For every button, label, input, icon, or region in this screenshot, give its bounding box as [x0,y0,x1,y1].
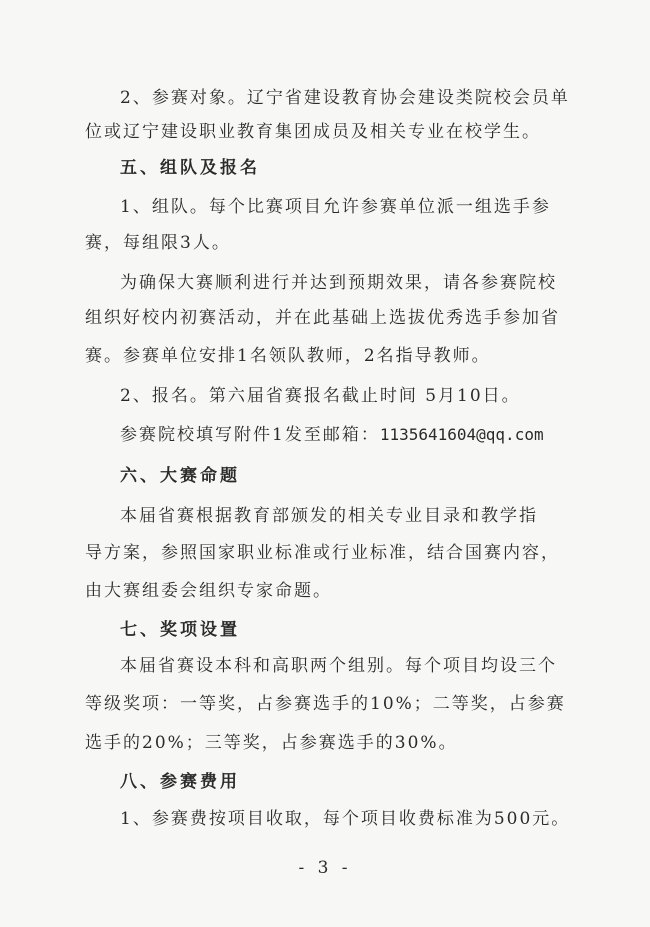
paragraph-line: 赛。参赛单位安排1名领队教师，2名指导教师。 [85,346,491,366]
paragraph-line: 本届省赛设本科和高职两个组别。每个项目均设三个 [120,656,557,676]
section-heading: 八、参赛费用 [120,772,240,792]
paragraph-line: 选手的20%；三等奖，占参赛选手的30%。 [85,733,458,753]
paragraph-line: 由大赛组委会组织专家命题。 [85,581,332,601]
paragraph-line: 1、参赛费按项目收取，每个项目收费标准为500元。 [120,809,571,829]
paragraph-line: 本届省赛根据教育部颁发的相关专业目录和教学指 [120,506,538,526]
paragraph-line: 位或辽宁建设职业教育集团成员及相关专业在校学生。 [85,122,541,142]
paragraph-line: 组织好校内初赛活动，并在此基础上选拔优秀选手参加省 [85,308,560,328]
paragraph-line: 导方案，参照国家职业标准或行业标准，结合国赛内容， [85,543,560,563]
paragraph-line: 2、参赛对象。辽宁省建设教育协会建设类院校会员单 [120,88,570,108]
section-heading: 五、组队及报名 [120,158,260,178]
paragraph-line: 为确保大赛顺利进行并达到预期效果，请各参赛院校 [120,273,557,293]
paragraph-line-email [0,424,650,446]
paragraph-line: 2、报名。第六届省赛报名截止时间 5月10日。 [120,386,521,406]
page-number: - 3 - [298,858,352,878]
paragraph-line: 1、组队。每个比赛项目允许参赛单位派一组选手参 [120,197,551,217]
paragraph-line: 等级奖项：一等奖，占参赛选手的10%；二等奖，占参赛 [85,694,566,714]
email-label: 参赛院校填写附件1发至邮箱： [120,425,380,445]
section-heading: 七、奖项设置 [120,620,240,640]
paragraph-line: 赛，每组限3人。 [85,233,231,253]
email-address: 1135641604@qq.com [379,425,544,444]
section-heading: 六、大赛命题 [120,466,240,486]
